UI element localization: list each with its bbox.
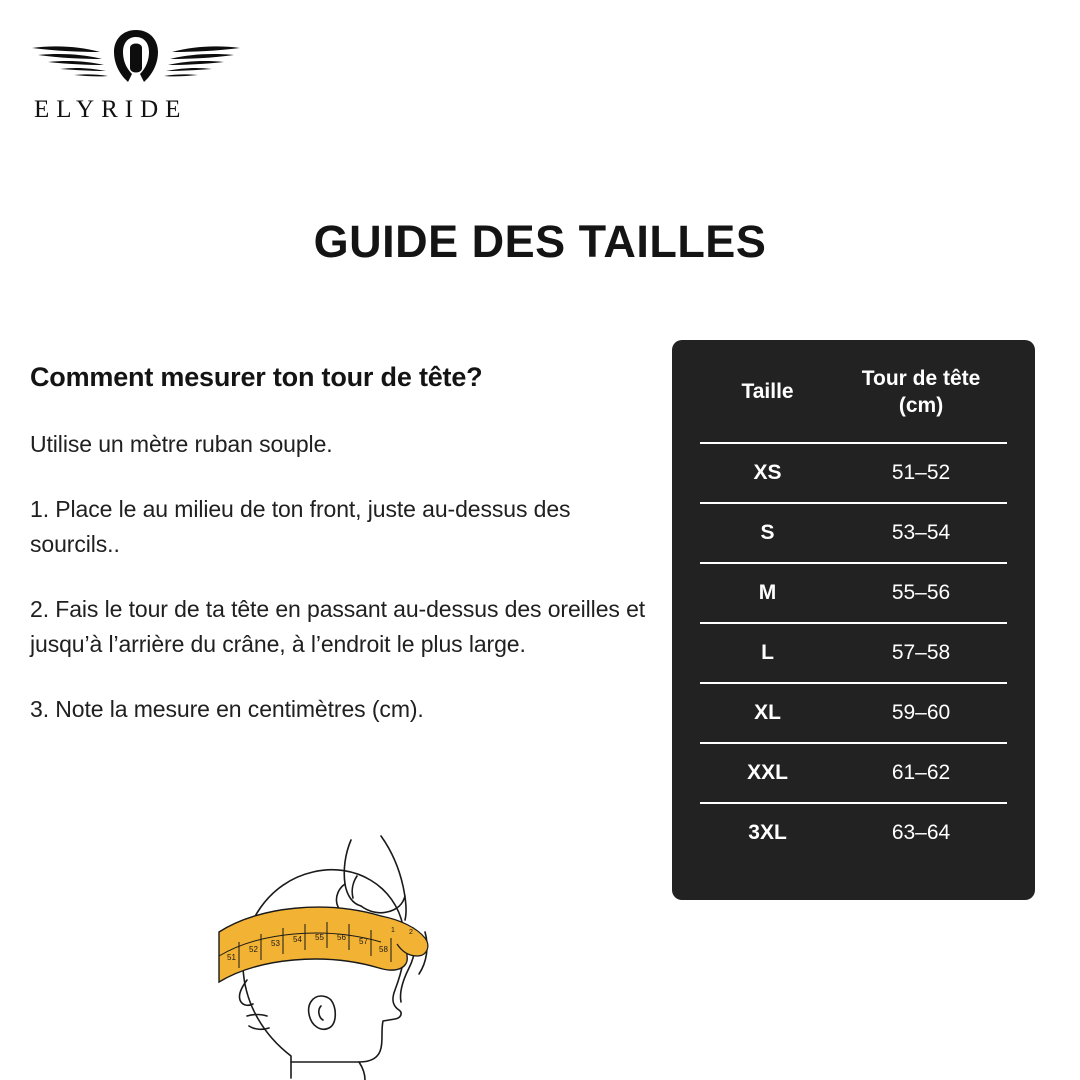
- table-row: [700, 683, 1007, 743]
- how-to-step-2: 2. Fais le tour de ta tête en passant au-dessus des oreilles et jusqu’à l’arrière du crâne, à l’endroit le plus large.: [30, 595, 646, 657]
- size-table: [700, 340, 1007, 862]
- how-to-measure-heading: Comment mesurer ton tour de tête?: [30, 362, 483, 392]
- cell-size: L: [700, 623, 835, 683]
- how-to-step-3: 3. Note la mesure en centimètres (cm).: [30, 695, 424, 722]
- how-to-step-intro: Utilise un mètre ruban souple.: [30, 431, 333, 457]
- column-header-circumference-line1: Tour de tête: [861, 367, 981, 390]
- cell-size: S: [700, 503, 835, 563]
- cell-circumference: 55–56: [835, 563, 1007, 623]
- column-header-circumference-line2: (cm): [898, 393, 944, 417]
- column-header-circumference: [835, 340, 1007, 443]
- table-row: [700, 503, 1007, 563]
- svg-text:53: 53: [271, 939, 280, 948]
- table-row: [700, 743, 1007, 803]
- brand-name: ELYRIDE: [34, 96, 188, 123]
- cell-circumference: 61–62: [835, 743, 1007, 803]
- cell-circumference: 57–58: [835, 623, 1007, 683]
- svg-text:57: 57: [359, 937, 368, 946]
- cell-size: 3XL: [748, 820, 787, 844]
- table-header-row: [700, 340, 1007, 443]
- table-row: [700, 563, 1007, 623]
- cell-circumference: 53–54: [835, 503, 1007, 563]
- cell-circumference: 63–64: [891, 820, 951, 844]
- size-table-card: [672, 340, 1035, 900]
- table-row: [700, 623, 1007, 683]
- column-header-size: Taille: [700, 340, 835, 443]
- svg-text:56: 56: [337, 933, 346, 942]
- cell-circumference: 51–52: [835, 443, 1007, 503]
- winged-helmet-logo-icon: [30, 28, 242, 84]
- cell-size: XL: [700, 683, 835, 743]
- svg-text:51: 51: [227, 953, 236, 962]
- table-row: [700, 443, 1007, 503]
- svg-text:58: 58: [379, 945, 388, 954]
- svg-text:55: 55: [315, 933, 324, 942]
- svg-text:54: 54: [293, 935, 302, 944]
- how-to-measure-section: [30, 362, 655, 727]
- how-to-step-1: 1. Place le au milieu de ton front, juste au-dessus des sourcils..: [30, 495, 571, 557]
- svg-text:52: 52: [249, 945, 258, 954]
- svg-text:2: 2: [409, 929, 413, 936]
- cell-size: XXL: [700, 743, 835, 803]
- head-measuring-tape-illustration: [195, 820, 485, 1080]
- cell-size: XS: [700, 443, 835, 503]
- svg-text:1: 1: [391, 927, 395, 934]
- table-row: [700, 803, 1007, 862]
- page-title: GUIDE DES TAILLES: [313, 216, 767, 268]
- cell-size: M: [700, 563, 835, 623]
- brand-logo: [30, 28, 260, 124]
- cell-circumference: 59–60: [835, 683, 1007, 743]
